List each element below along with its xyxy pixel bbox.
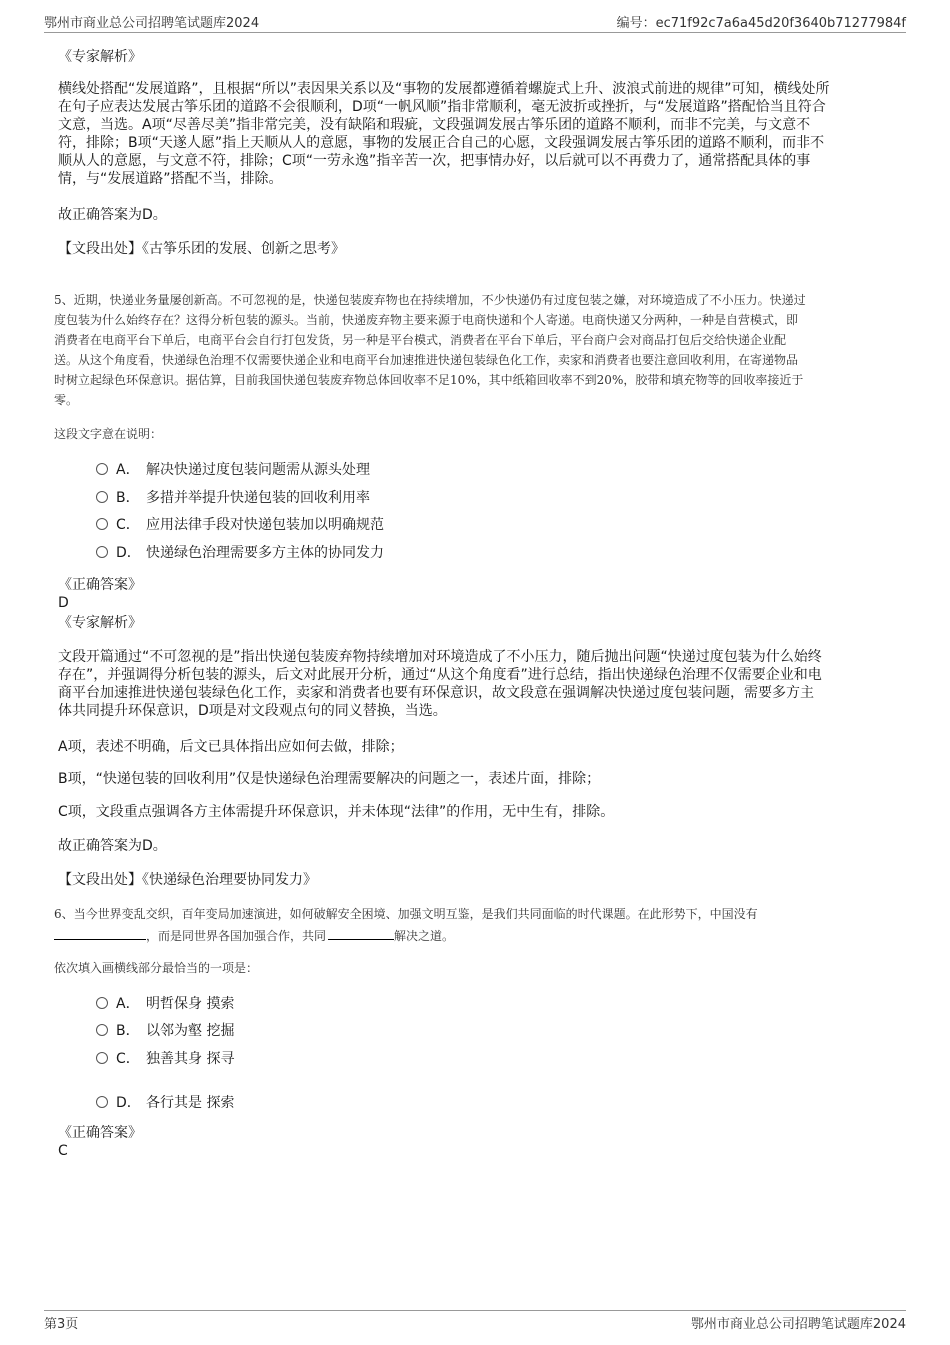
q5-stem-line: 5、近期，快递业务量屡创新高。不可忽视的是，快递包装废弃物也在持续增加，不少快递仍有过度包装之嫌，对环境造成了不小压力。快递过 bbox=[54, 293, 806, 307]
radio-icon[interactable] bbox=[96, 463, 108, 475]
q6-stem-part-a: ，而是同世界各国加强合作，共同 bbox=[146, 929, 327, 943]
option-text: 应用法律手段对快递包装加以明确规范 bbox=[146, 517, 384, 533]
option-letter: D． bbox=[116, 1095, 141, 1111]
q4-analysis-text bbox=[58, 80, 830, 188]
q6-stem-line-2 bbox=[54, 926, 904, 946]
option-letter: D． bbox=[116, 545, 141, 561]
option-text: 独善其身 探寻 bbox=[146, 1051, 235, 1067]
q4-analysis-line: 文意，当选。A项“尽善尽美”指非常完美，没有缺陷和瑕疵，文段强调发展古筝乐团的道路不顺利，而非不完美，与文意不 bbox=[58, 117, 811, 133]
q4-analysis-label: 《专家解析》 bbox=[58, 49, 142, 65]
document-code bbox=[617, 12, 906, 31]
radio-icon[interactable] bbox=[96, 1096, 108, 1108]
q5-analysis-line: 体共同提升环保意识，D项是对文段观点句的同义替换，当选。 bbox=[58, 703, 447, 719]
q6-option-d[interactable] bbox=[96, 1093, 234, 1113]
q4-source: 【文段出处】《古筝乐团的发展、创新之思考》 bbox=[58, 241, 345, 257]
fill-blank-2 bbox=[328, 927, 394, 940]
option-letter: C． bbox=[116, 1051, 140, 1067]
footer-title: 鄂州市商业总公司招聘笔试题库2024 bbox=[690, 1317, 906, 1332]
q5-answer: D bbox=[58, 595, 69, 611]
option-text: 各行其是 探索 bbox=[146, 1095, 235, 1111]
option-letter: B． bbox=[116, 1023, 140, 1039]
footer-divider bbox=[44, 1310, 906, 1311]
option-text: 解决快递过度包装问题需从源头处理 bbox=[146, 462, 370, 478]
q4-analysis-line: 符，排除；B项“天遂人愿”指上天顺从人的意愿，事物的发展正合自己的心愿，文段强调发展古筝乐团的道路不顺利，而非不 bbox=[58, 135, 825, 151]
radio-icon[interactable] bbox=[96, 491, 108, 503]
q4-analysis-line: 在句子应表达发展古筝乐团的道路不会很顺利，D项“一帆风顺”指非常顺利，毫无波折或挫折，与“发展道路”搭配恰当且符合 bbox=[58, 99, 826, 115]
q6-answer: C bbox=[58, 1143, 68, 1159]
q6-option-c[interactable] bbox=[96, 1049, 234, 1069]
q5-analysis-label: 《专家解析》 bbox=[58, 615, 142, 631]
q6-option-b[interactable] bbox=[96, 1021, 234, 1041]
q5-stem-line: 度包装为什么始终存在？这得分析包装的源头。当前，快递废弃物主要来源于电商快递和个人寄递。电商快递又分两种，一种是自营模式，即 bbox=[54, 313, 799, 327]
q5-stem bbox=[54, 290, 904, 410]
q6-option-a[interactable] bbox=[96, 994, 234, 1014]
q5-source: 【文段出处】《快递绿色治理要协同发力》 bbox=[58, 872, 317, 888]
q4-conclusion: 故正确答案为D。 bbox=[58, 207, 167, 223]
q6-answer-label: 《正确答案》 bbox=[58, 1125, 142, 1141]
radio-icon[interactable] bbox=[96, 1052, 108, 1064]
option-text: 多措并举提升快递包装的回收利用率 bbox=[146, 490, 370, 506]
page-number: 第3页 bbox=[44, 1317, 79, 1332]
q5-option-a[interactable] bbox=[96, 460, 370, 480]
q5-answer-label: 《正确答案》 bbox=[58, 577, 142, 593]
option-text: 明哲保身 摸索 bbox=[146, 996, 235, 1012]
document-code-label: 编号： bbox=[616, 16, 656, 31]
header-divider bbox=[44, 32, 906, 33]
option-letter: C． bbox=[116, 517, 140, 533]
fill-blank-1 bbox=[54, 927, 146, 940]
option-letter: B． bbox=[116, 490, 140, 506]
q5-analysis-c: C项，文段重点强调各方主体需提升环保意识，并未体现“法律”的作用，无中生有，排除。 bbox=[58, 804, 615, 820]
radio-icon[interactable] bbox=[96, 518, 108, 530]
q5-stem-line: 送。从这个角度看，快递绿色治理不仅需要快递企业和电商平台加速推进快递包装绿色化工作，卖家和消费者也要注意回收利用，在寄递物品 bbox=[54, 353, 799, 367]
q5-analysis-line: 文段开篇通过“不可忽视的是”指出快递包装废弃物持续增加对环境造成了不小压力，随后抛出问题“快递过度包装为什么始终 bbox=[58, 649, 822, 665]
q4-analysis-line: 情，与“发展道路”搭配不当，排除。 bbox=[58, 171, 283, 187]
radio-icon[interactable] bbox=[96, 997, 108, 1009]
q5-option-b[interactable] bbox=[96, 488, 370, 508]
q5-analysis-line: 商平台加速推进快递包装绿色化工作，卖家和消费者也要有环保意识，故文段意在强调解决快递过度包装问题，需要多方主 bbox=[58, 685, 814, 701]
q5-option-d[interactable] bbox=[96, 543, 384, 563]
header-title: 鄂州市商业总公司招聘笔试题库2024 bbox=[44, 16, 260, 31]
q5-analysis-b: B项，“快递包装的回收利用”仅是快递绿色治理需要解决的问题之一，表述片面，排除； bbox=[58, 771, 601, 787]
q5-stem-line: 零。 bbox=[54, 393, 79, 407]
q5-analysis-text bbox=[58, 648, 822, 720]
q6-prompt: 依次填入画横线部分最恰当的一项是： bbox=[54, 961, 259, 975]
document-code-value: ec71f92c7a6a45d20f3640b71277984f bbox=[655, 16, 906, 31]
q6-stem-part-b: 解决之道。 bbox=[394, 929, 455, 943]
q5-option-c[interactable] bbox=[96, 515, 384, 535]
radio-icon[interactable] bbox=[96, 546, 108, 558]
option-text: 快递绿色治理需要多方主体的协同发力 bbox=[146, 545, 384, 561]
option-text: 以邻为壑 挖掘 bbox=[146, 1023, 235, 1039]
q5-stem-line: 消费者在电商平台下单后，电商平台会自行打包发货，另一种是平台模式，消费者在平台下单后，平台商户会对商品打包后交给快递企业配 bbox=[54, 333, 787, 347]
option-letter: A． bbox=[116, 462, 140, 478]
q4-analysis-line: 顺从人的意愿，与文意不符，排除；C项“一劳永逸”指辛苦一次，把事情办好，以后就可以不再费力了，通常搭配具体的事 bbox=[58, 153, 811, 169]
q5-stem-line: 时树立起绿色环保意识。据估算，目前我国快递包装废弃物总体回收率不足10%，其中纸箱回收率不到20%，胶带和填充物等的回收率接近于 bbox=[54, 373, 804, 387]
q5-prompt: 这段文字意在说明： bbox=[54, 427, 163, 441]
q5-analysis-line: 存在”，并强调得分析包装的源头，后文对此展开分析，通过“从这个角度看”进行总结，指出快递绿色治理不仅需要企业和电 bbox=[58, 667, 822, 683]
radio-icon[interactable] bbox=[96, 1024, 108, 1036]
q6-stem-line-1: 6、当今世界变乱交织，百年变局加速演进，如何破解安全困境、加强文明互鉴，是我们共同面临的时代课题。在此形势下，中国没有 bbox=[54, 907, 758, 921]
q5-conclusion: 故正确答案为D。 bbox=[58, 838, 167, 854]
option-letter: A． bbox=[116, 996, 140, 1012]
q5-analysis-a: A项，表述不明确，后文已具体指出应如何去做，排除； bbox=[58, 739, 404, 755]
q4-analysis-line: 横线处搭配“发展道路”，且根据“所以”表因果关系以及“事物的发展都遵循着螺旋式上升、波浪式前进的规律”可知，横线处所 bbox=[58, 81, 830, 97]
